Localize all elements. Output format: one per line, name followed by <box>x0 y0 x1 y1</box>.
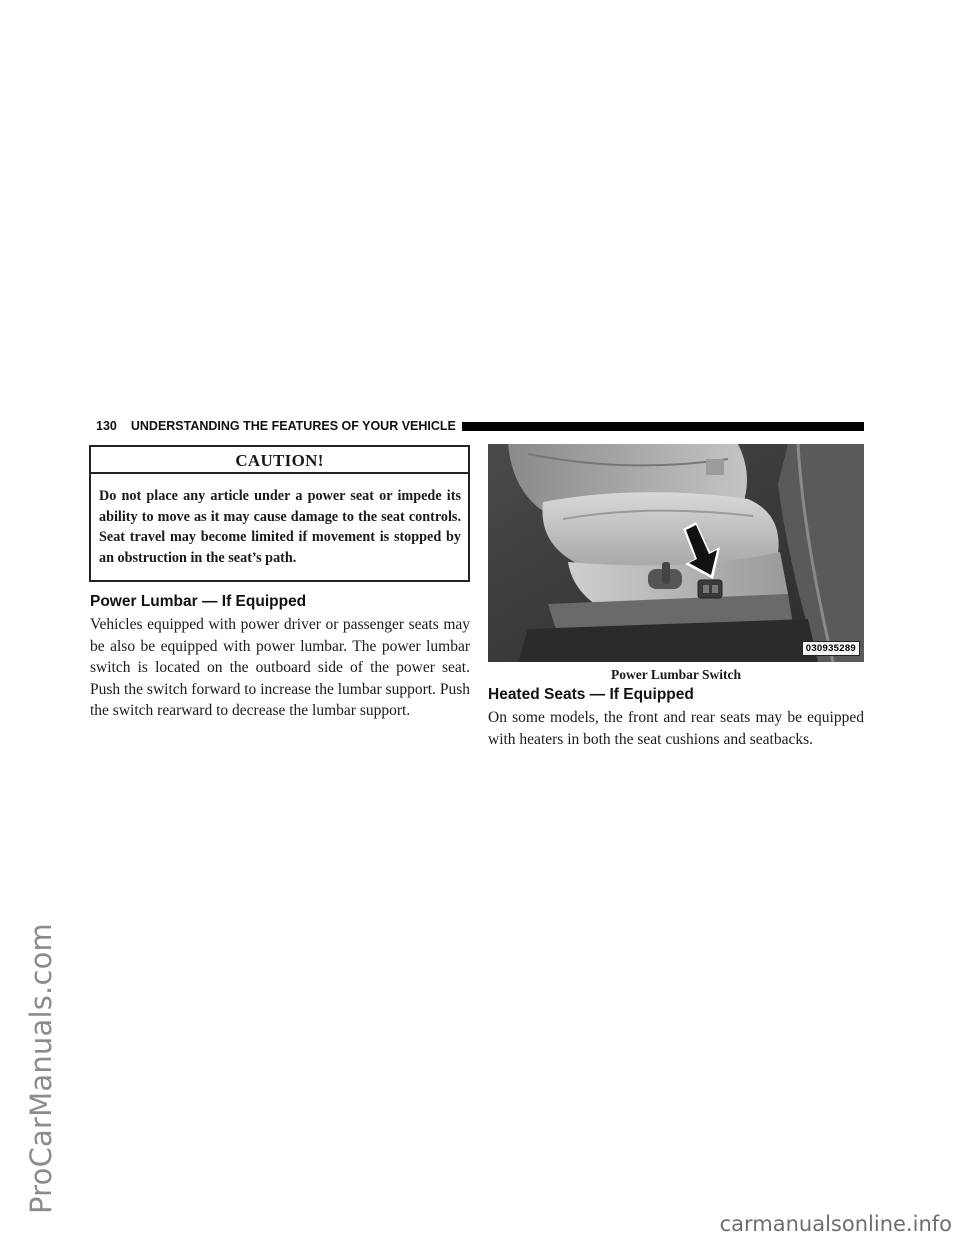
heated-seats-heading: Heated Seats — If Equipped <box>488 686 694 703</box>
chapter-title: UNDERSTANDING THE FEATURES OF YOUR VEHICLE <box>130 419 456 433</box>
lumbar-switch <box>698 580 722 598</box>
caution-box <box>89 445 470 582</box>
heated-seats-body: On some models, the front and rear seats may be equipped with heaters in both the seat cushions and seatbacks. <box>488 709 864 748</box>
watermark-procarmanuals: ProCarManuals.com <box>24 923 58 1214</box>
figure-caption: Power Lumbar Switch <box>610 667 741 682</box>
header-rule <box>462 422 864 431</box>
power-lumbar-body: Vehicles equipped with power driver or passenger seats may be also be equipped with power lumbar. The power lumbar switch is located on the outboard side of the power seat. Push the switch forward to increase the lumbar support. Push the switch rearward to decrease the lumbar support. <box>90 616 470 720</box>
figure-image-id: 030935289 <box>802 641 860 656</box>
watermark-carmanualsonline: carmanualsonline.info <box>719 1212 952 1236</box>
page-number: 130 <box>96 419 117 433</box>
caution-text: Do not place any article under a power seat or impede its ability to move as it may cause damage to the seat controls. Seat travel may become limited if movement is stopped by an obstruction in the seat’s path. <box>99 488 461 566</box>
power-lumbar-figure <box>488 444 864 662</box>
caution-title: CAUTION! <box>91 447 468 474</box>
page-header <box>96 418 864 434</box>
seat-illustration <box>488 444 864 662</box>
power-lumbar-heading: Power Lumbar — If Equipped <box>90 593 307 610</box>
